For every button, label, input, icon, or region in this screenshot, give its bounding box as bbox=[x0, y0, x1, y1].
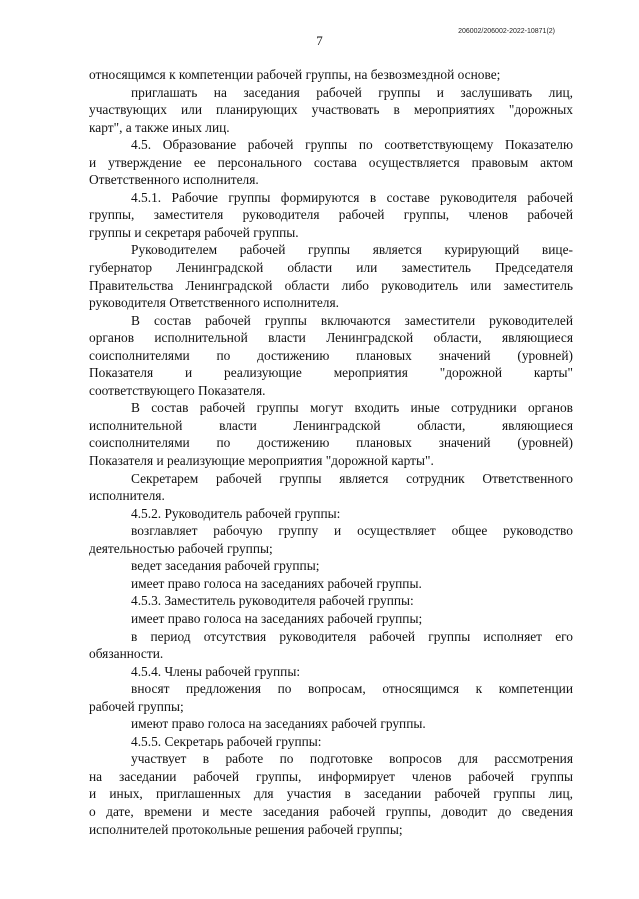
text-line: соисполнителями по достижению плановых значений (уровней) bbox=[89, 347, 573, 363]
text-line: соответствующего Показателя. bbox=[89, 382, 266, 398]
text-line: В состав рабочей группы могут входить иные сотрудники органов bbox=[131, 400, 573, 416]
text-line: участвует в работе по подготовке вопросов для рассмотрения bbox=[131, 751, 573, 767]
text-line: ведет заседания рабочей группы; bbox=[131, 558, 320, 574]
text-line: исполнителей протокольные решения рабочей группы; bbox=[89, 821, 403, 837]
text-line: возглавляет рабочую группу и осуществляет общее руководство bbox=[131, 523, 573, 539]
text-line: исполнителя. bbox=[89, 488, 165, 504]
document-id: 206002/206002-2022-10871(2) bbox=[458, 28, 555, 35]
text-line: 4.5.1. Рабочие группы формируются в составе руководителя рабочей bbox=[131, 189, 573, 205]
text-line: Руководителем рабочей группы является курирующий вице- bbox=[131, 242, 573, 258]
text-line: 4.5. Образование рабочей группы по соответствующему Показателю bbox=[131, 137, 573, 153]
text-line: группы, заместителя руководителя рабочей группы, членов рабочей bbox=[89, 207, 573, 223]
text-line: имеет право голоса на заседаниях рабочей группы. bbox=[131, 575, 422, 591]
text-line: Секретарем рабочей группы является сотрудник Ответственного bbox=[131, 470, 573, 486]
text-line: о дате, времени и месте заседания рабочей группы, доводит до сведения bbox=[89, 803, 573, 819]
page-number: 7 bbox=[316, 33, 323, 48]
text-line: губернатор Ленинградской области или заместитель Председателя bbox=[89, 260, 573, 276]
text-line: 4.5.3. Заместитель руководителя рабочей группы: bbox=[131, 593, 414, 609]
text-line: имеет право голоса на заседаниях рабочей группы; bbox=[131, 610, 423, 626]
text-line: на заседании рабочей группы, информирует членов рабочей группы bbox=[89, 768, 573, 784]
text-line: и утверждение ее персонального состава осуществляется правовым актом bbox=[89, 154, 573, 170]
text-line: 4.5.4. Члены рабочей группы: bbox=[131, 663, 301, 679]
text-line: исполнительной власти Ленинградской области, являющиеся bbox=[89, 417, 573, 433]
text-line: относящимся к компетенции рабочей группы, на безвозмездной основе; bbox=[89, 67, 501, 82]
text-line: руководителя Ответственного исполнителя. bbox=[89, 295, 339, 311]
text-line: органов исполнительной власти Ленинградской области, являющиеся bbox=[89, 330, 573, 346]
text-line: группы и секретаря рабочей группы. bbox=[89, 224, 299, 240]
text-line: участвующих или планирующих участвовать в мероприятиях "дорожных bbox=[89, 102, 573, 118]
text-line: Показателя и реализующие мероприятия "дорожной карты" bbox=[89, 365, 573, 381]
text-line: 4.5.5. Секретарь рабочей группы: bbox=[131, 733, 322, 749]
text-line: в период отсутствия руководителя рабочей группы исполняет его bbox=[131, 628, 573, 644]
text-line: соисполнителями по достижению плановых значений (уровней) bbox=[89, 435, 573, 451]
text-line: вносят предложения по вопросам, относящимся к компетенции bbox=[131, 681, 573, 697]
text-line: Правительства Ленинградской области либо руководитель или заместитель bbox=[89, 277, 573, 293]
text-line: обязанности. bbox=[89, 646, 164, 662]
text-line: приглашать на заседания рабочей группы и заслушивать лиц, bbox=[131, 84, 573, 100]
text-line: Показателя и реализующие мероприятия "дорожной карты". bbox=[89, 453, 434, 469]
text-line: В состав рабочей группы включаются заместители руководителей bbox=[131, 312, 573, 328]
text-line: 4.5.2. Руководитель рабочей группы: bbox=[131, 505, 341, 521]
document-body bbox=[89, 66, 573, 838]
text-line: и иных, приглашенных для участия в заседании рабочей группы лиц, bbox=[89, 786, 573, 802]
text-line: карт", а также иных лиц. bbox=[89, 119, 230, 135]
text-line: Ответственного исполнителя. bbox=[89, 172, 259, 188]
text-line: имеют право голоса на заседаниях рабочей группы. bbox=[131, 716, 426, 732]
text-line: деятельностью рабочей группы; bbox=[89, 540, 273, 556]
text-line: рабочей группы; bbox=[89, 698, 184, 714]
